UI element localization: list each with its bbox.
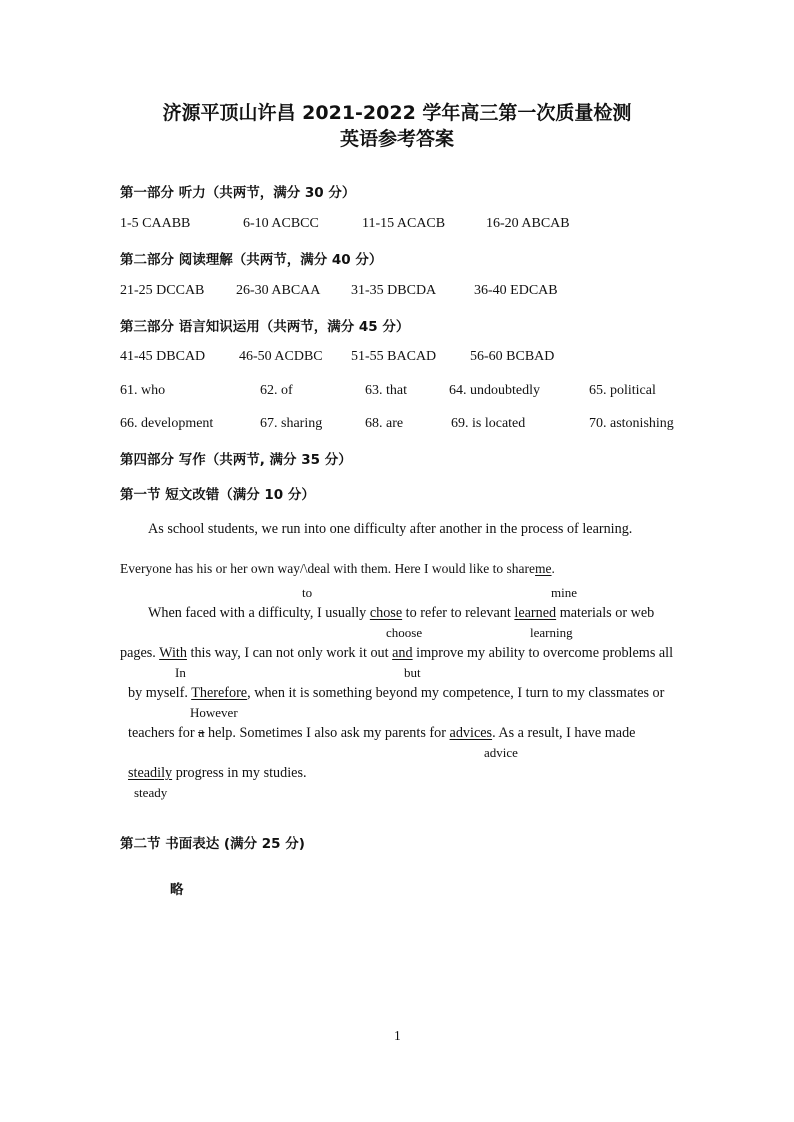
page-number: 1 bbox=[394, 1028, 401, 1043]
essay-line: teachers for a help. Sometimes I also ask my parents for advices. As a result, I have made bbox=[128, 725, 636, 741]
answer-item: 61. who bbox=[120, 383, 166, 398]
document-subtitle: 英语参考答案 bbox=[339, 128, 454, 150]
section1-heading: 第一节 短文改错（满分 10 分） bbox=[120, 487, 315, 503]
error-word: With bbox=[159, 645, 187, 661]
correction: mine bbox=[551, 585, 577, 600]
answer-group: 46-50 ACDBC bbox=[239, 349, 323, 364]
correction: advice bbox=[484, 745, 518, 760]
insertion-mark-icon: /\ bbox=[299, 561, 308, 576]
answer-group: 1-5 CAABB bbox=[120, 216, 191, 231]
answer-group: 56-60 BCBAD bbox=[470, 349, 555, 364]
essay-line: steadily progress in my studies. bbox=[128, 765, 307, 781]
correction: but bbox=[404, 665, 421, 680]
section2-heading: 第二节 书面表达 (满分 25 分) bbox=[120, 836, 305, 852]
correction: choose bbox=[386, 625, 423, 640]
error-word: advices bbox=[449, 725, 493, 741]
answer-item: 63. that bbox=[365, 383, 407, 398]
correction: learning bbox=[530, 625, 573, 640]
answer-group: 11-15 ACACB bbox=[362, 216, 446, 231]
answer-item: 64. undoubtedly bbox=[449, 383, 540, 398]
error-word: me bbox=[535, 561, 552, 576]
essay-line: As school students, we run into one difficulty after another in the process of learning. bbox=[148, 521, 633, 537]
answer-item: 66. development bbox=[120, 416, 214, 431]
answer-group: 16-20 ABCAB bbox=[486, 216, 570, 231]
answer-item: 70. astonishing bbox=[589, 416, 674, 431]
answer-group: 26-30 ABCAA bbox=[236, 283, 321, 298]
answer-item: 62. of bbox=[260, 383, 293, 398]
essay-line: pages. With this way, I can not only work it out and improve my ability to overcome problems all bbox=[120, 645, 674, 661]
error-word: and bbox=[392, 645, 413, 661]
answer-group: 36-40 EDCAB bbox=[474, 283, 558, 298]
error-word: Therefore bbox=[191, 685, 248, 701]
essay-line: When faced with a difficulty, I usually chose to refer to relevant learned materials or web bbox=[148, 605, 655, 621]
answer-group: 31-35 DBCDA bbox=[351, 283, 437, 298]
answer-item: 68. are bbox=[365, 416, 404, 431]
answer-item: 65. political bbox=[589, 383, 656, 398]
correction: steady bbox=[134, 785, 168, 800]
document-title: 济源平顶山许昌 2021-2022 学年高三第一次质量检测 bbox=[162, 102, 632, 124]
part3-heading: 第三部分 语言知识运用（共两节，满分 45 分） bbox=[120, 319, 410, 335]
part4-heading: 第四部分 写作（共两节, 满分 35 分） bbox=[120, 452, 352, 468]
correction: However bbox=[190, 705, 238, 720]
part2-heading: 第二部分 阅读理解（共两节，满分 40 分） bbox=[120, 252, 383, 268]
part1-heading: 第一部分 听力（共两节，满分 30 分） bbox=[120, 185, 356, 201]
answer-group: 41-45 DBCAD bbox=[120, 349, 206, 364]
answer-item: 69. is located bbox=[451, 416, 526, 431]
correction: to bbox=[302, 585, 313, 600]
section2-body: 略 bbox=[170, 882, 184, 898]
answer-item: 67. sharing bbox=[260, 416, 323, 431]
essay-line: Everyone has his or her own way/\deal with them. Here I would like to shareme. bbox=[120, 561, 555, 576]
error-word: learned bbox=[514, 605, 557, 621]
correction: In bbox=[175, 665, 186, 680]
answer-group: 51-55 BACAD bbox=[351, 349, 437, 364]
answer-group: 21-25 DCCAB bbox=[120, 283, 205, 298]
deleted-word: a bbox=[198, 725, 205, 741]
error-word: steadily bbox=[128, 765, 173, 781]
answer-group: 6-10 ACBCC bbox=[243, 216, 319, 231]
error-word: chose bbox=[369, 605, 403, 621]
essay-line: by myself. Therefore, when it is something beyond my competence, I turn to my classmates or bbox=[128, 685, 665, 701]
